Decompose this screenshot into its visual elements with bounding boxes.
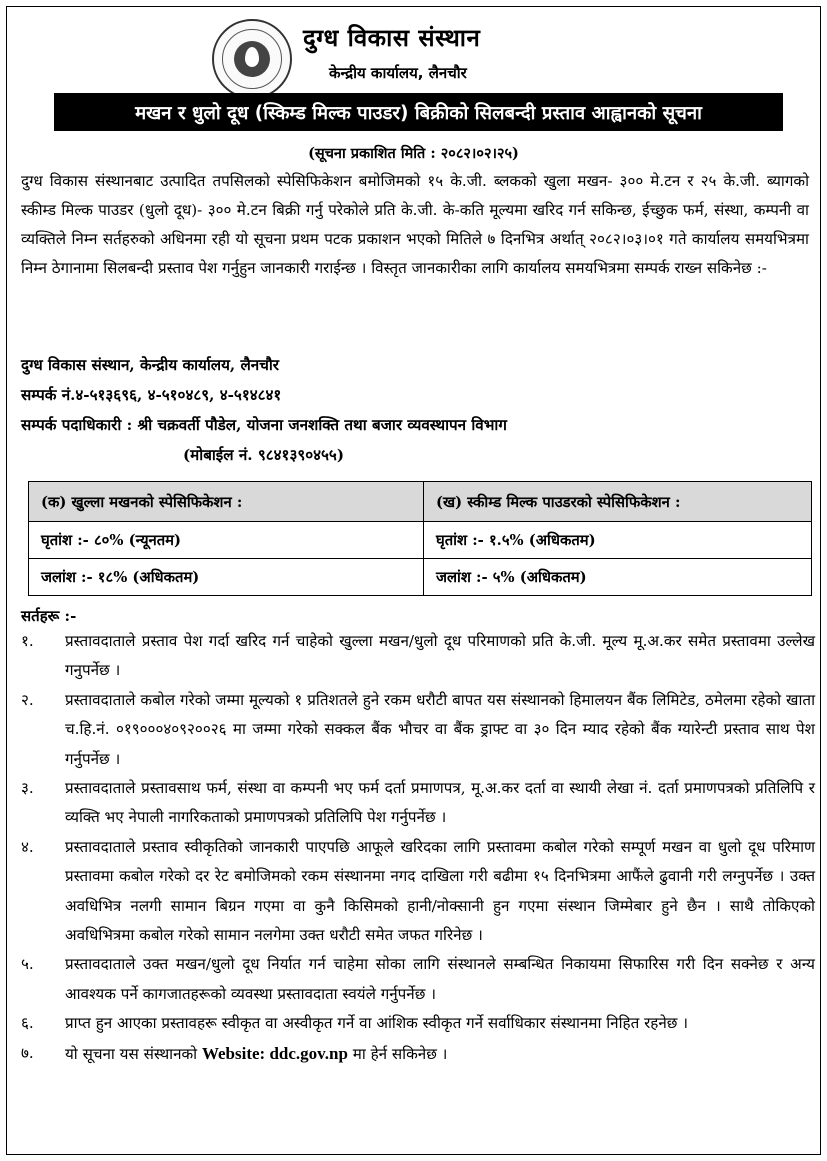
term-text: प्रस्तावदाताले प्रस्ताव पेश गर्दा खरिद गर्न चाहेको खुल्ला मखन/धुलो दूध परिमाणको प्रति के.जी. मूल्य मू.अ.कर समेत प्रस्तावमा उल्लेख गनुपर्नेछ । <box>65 632 815 680</box>
term-number: १. <box>21 632 34 650</box>
website-link[interactable]: Website: ddc.gov.np <box>201 1043 348 1063</box>
term-text: यो सूचना यस संस्थानको <box>65 1044 202 1063</box>
contact-phone: सम्पर्क नं.४-५१३६९६, ४-५१०४८९, ४-५१४८४१ <box>21 386 282 404</box>
list-item <box>21 950 815 1009</box>
terms-list <box>21 627 815 1069</box>
term-text: प्रस्तावदाताले कबोल गरेको जम्मा मूल्यको १ प्रतिशतले हुने रकम धरौटी बापत यस संस्थानको हिमालयन बैंक लिमिटेड, ठमेलमा रहेको खाता च.हि.नं. ०१९०००४०९२००२६ मा जम्मा गरेको सक्कल बैंक भौचर वा बैंक ड्राफ्ट वा ३० दिन म्याद रहेको बैंक ग्यारेन्टी प्रस्ताव साथ पेश गर्नुपर्नेछ । <box>65 690 815 768</box>
term-number: ७. <box>21 1043 34 1062</box>
header <box>7 17 820 95</box>
term-text: प्रस्तावदाताले प्रस्तावसाथ फर्म, संस्था वा कम्पनी भए फर्म दर्ता प्रमाणपत्र, मू.अ.कर दर्ता वा स्थायी लेखा नं. दर्ता प्रमाणपत्रको प्रतिलिपि र व्यक्ति भए नेपाली नागरिकताको प्रमाणपत्रको प्रतिलिपि पेश गर्नुपर्नेछ । <box>65 779 815 827</box>
table-row <box>29 559 812 596</box>
term-text: प्रस्तावदाताले उक्त मखन/धुलो दूध निर्यात गर्न चाहेमा सोका लागि संस्थानले सम्बन्धित निकायमा सिफारिस गरी दिन सक्नेछ र अन्य आवश्यक पर्ने कागजातहरूको व्यवस्था प्रस्तावदाता स्वयंले गर्नुपर्नेछ । <box>65 955 815 1003</box>
org-name: दुग्ध विकास संस्थान <box>303 24 481 52</box>
milk-drop-icon <box>245 47 259 67</box>
term-number: ४. <box>21 837 34 856</box>
contact-mobile: (मोबाईल नं. ९८४१३९०४५५) <box>183 446 345 464</box>
table-row <box>29 522 812 559</box>
list-item <box>21 627 815 686</box>
table-cell: घृतांश :- १.५% (अधिकतम) <box>424 522 812 559</box>
contact-officer: सम्पर्क पदाधिकारी : श्री चक्रवर्ती पौडेल, योजना जनशक्ति तथा बजार व्यवस्थापन विभाग <box>21 416 507 434</box>
term-number: २. <box>21 690 34 709</box>
table-cell: घृतांश :- ८०% (न्यूनतम) <box>29 522 424 559</box>
terms-title: सर्तहरू :- <box>21 607 77 625</box>
organization-logo <box>212 19 292 99</box>
table-cell: जलांश :- १८% (अधिकतम) <box>29 559 424 596</box>
list-item <box>21 1009 815 1038</box>
list-item <box>21 1039 815 1069</box>
published-date: (सूचना प्रकाशित मिति : २०८२।०२।२५) <box>308 145 519 162</box>
contact-address: दुग्ध विकास संस्थान, केन्द्रीय कार्यालय, लैनचौर <box>21 356 279 374</box>
term-number: ६. <box>21 1014 34 1033</box>
table-header-row <box>29 482 812 522</box>
specification-table <box>28 481 812 596</box>
list-item <box>21 774 815 833</box>
notice-title: मखन र धुलो दूध (स्किम्ड मिल्क पाउडर) बिक्रीको सिलबन्दी प्रस्ताव आह्वानको सूचना <box>54 93 783 131</box>
list-item <box>21 686 815 774</box>
table-cell: जलांश :- ५% (अधिकतम) <box>424 559 812 596</box>
office-name: केन्द्रीय कार्यालय, लैनचौर <box>329 64 467 82</box>
term-number: ५. <box>21 955 34 974</box>
list-item <box>21 833 815 951</box>
term-text: प्रस्तावदाताले प्रस्ताव स्वीकृतिको जानकारी पाएपछि आफूले खरिदका लागि प्रस्तावमा कबोल गरेको सम्पूर्ण मखन वा धुलो दूध परिमाण प्रस्तावमा कबोल गरेको दर रेट बमोजिमको रकम संस्थानमा नगद दाखिला गरी बढीमा १५ दिनभित्रमा आफैंले ढुवानी गरी लग्नुपर्नेछ । उक्त अवधिभित्र नलगी सामान बिग्रन गएमा वा कुनै किसिमको हानी/नोक्सानी हुन गएमा संस्थान जिम्मेबार हुने छैन । साथै तोकिएको अवधिभित्रमा कबोल गरेको सामान नलगेमा उक्त धरौटी समेत जफत गरिनेछ । <box>65 837 815 945</box>
intro-paragraph: दुग्ध विकास संस्थानबाट उत्पादित तपसिलको स्पेसिफिकेशन बमोजिमको १५ के.जी. ब्लकको खुला मखन- ३०० मे.टन र २५ के.जी. ब्यागको स्कीम्ड मिल्क पाउडर (धुलो दूध)- ३०० मे.टन बिक्री गर्नु परेकोले प्रति के.जी. के-कति मूल्यमा खरिद गर्न सकिन्छ, ईच्छुक फर्म, संस्था, कम्पनी वा व्यक्तिले निम्न सर्तहरुको अधिनमा रही यो सूचना प्रथम पटक प्रकाशन भएको मितिले ७ दिनभित्र अर्थात् २०८२।०३।०१ गते कार्यालय समयभित्रमा निम्न ठेगानामा सिलबन्दी प्रस्ताव पेश गर्नुहुन जानकारी गराईन्छ । विस्तृत जानकारीका लागि कार्यालय समयभित्रमा सम्पर्क राख्न सकिनेछ :- <box>21 172 809 277</box>
term-text: प्राप्त हुन आएका प्रस्तावहरू स्वीकृत वा अस्वीकृत गर्ने वा आंशिक स्वीकृत गर्ने सर्वाधिकार संस्थानमा निहित रहनेछ । <box>65 1014 689 1033</box>
term-text: मा हेर्न सकिनेछ । <box>347 1044 448 1063</box>
term-number: ३. <box>21 779 34 798</box>
notice-page <box>6 6 821 1155</box>
table-header-cell: (क) खुल्ला मखनको स्पेसिफिकेशन : <box>29 482 424 522</box>
table-header-cell: (ख) स्कीम्ड मिल्क पाउडरको स्पेसिफिकेशन : <box>424 482 812 522</box>
